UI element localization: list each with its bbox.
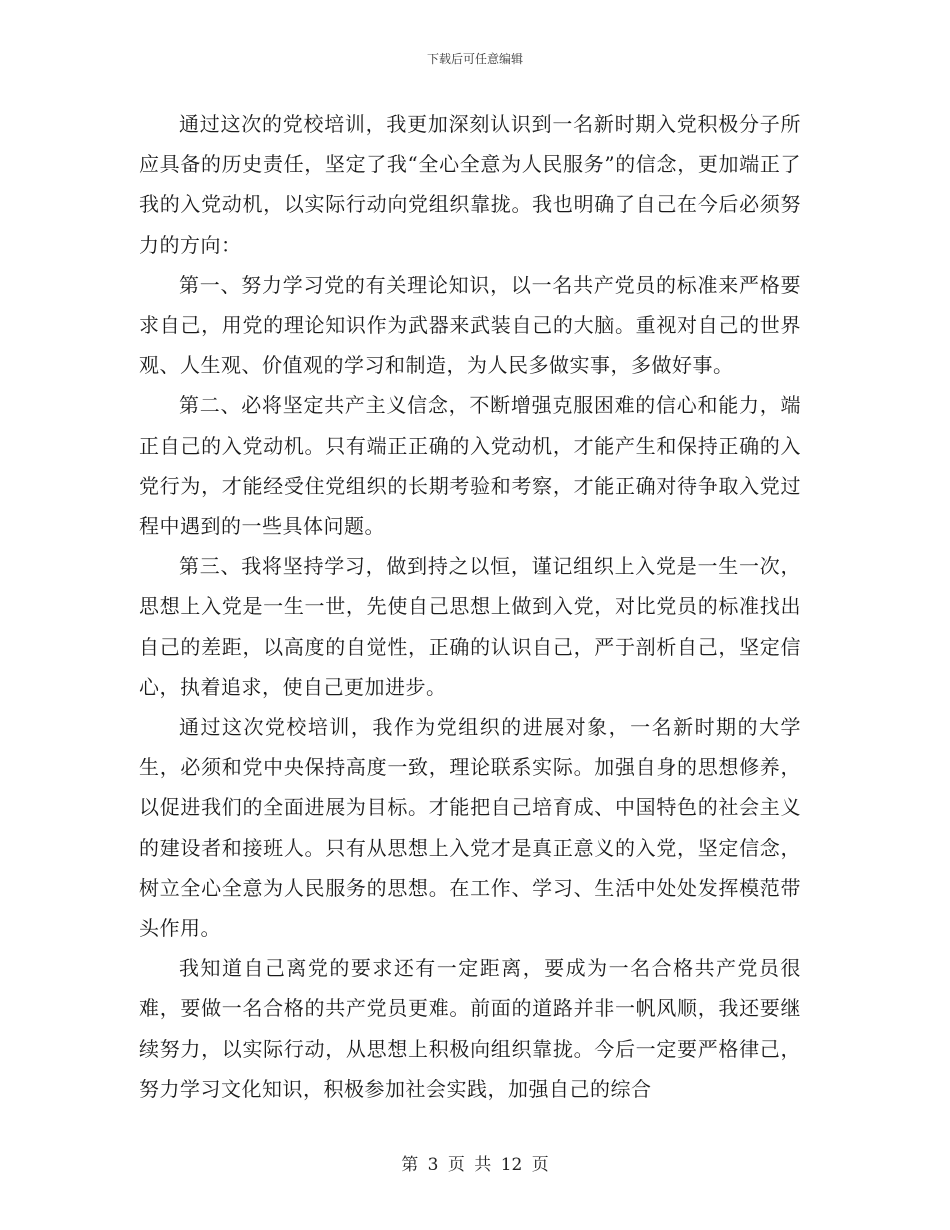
paragraph-1: 通过这次的党校培训，我更加深刻认识到一名新时期入党积极分子所应具备的历史责任，坚定了我“全心全意为人民服务”的信念，更加端正了我的入党动机，以实际行动向党组织靠拢。我也明确了自己在今后必须努力的方向： bbox=[139, 112, 801, 257]
page-header: 下载后可任意编辑 bbox=[426, 52, 523, 66]
paragraph-2: 第一、努力学习党的有关理论知识，以一名共产党员的标准来严格要求自己，用党的理论知识作为武器来武装自己的大脑。重视对自己的世界观、人生观、价值观的学习和制造，为人民多做实事，多做好事。 bbox=[139, 272, 801, 378]
paragraph-3: 第二、必将坚定共产主义信念，不断增强克服困难的信心和能力，端正自己的入党动机。只有端正正确的入党动机，才能产生和保持正确的入党行为，才能经受住党组织的长期考验和考察，才能正确对待争取入党过程中遇到的一些具体问题。 bbox=[139, 393, 801, 539]
paragraph-6: 我知道自己离党的要求还有一定距离，要成为一名合格共产党员很难，要做一名合格的共产党员更难。前面的道路并非一帆风顺，我还要继续努力，以实际行动，从思想上积极向组织靠拢。今后一定要严格律己，努力学习文化知识，积极参加社会实践，加强自己的综合 bbox=[139, 956, 801, 1101]
page-number-footer: 第 3 页 共 12 页 bbox=[401, 1155, 549, 1175]
paragraph-4: 第三、我将坚持学习，做到持之以恒，谨记组织上入党是一生一次，思想上入党是一生一世，先使自己思想上做到入党，对比党员的标准找出自己的差距，以高度的自觉性，正确的认识自己，严于剖析自己，坚定信心，执着追求，使自己更加进步。 bbox=[139, 554, 801, 699]
document-body bbox=[139, 104, 801, 1109]
paragraph-5: 通过这次党校培训，我作为党组织的进展对象，一名新时期的大学生，必须和党中央保持高度一致，理论联系实际。加强自身的思想修养，以促进我们的全面进展为目标。才能把自己培育成、中国特色的社会主义的建设者和接班人。只有从思想上入党才是真正意义的入党，坚定信念，树立全心全意为人民服务的思想。在工作、学习、生活中处处发挥模范带头作用。 bbox=[139, 715, 801, 941]
